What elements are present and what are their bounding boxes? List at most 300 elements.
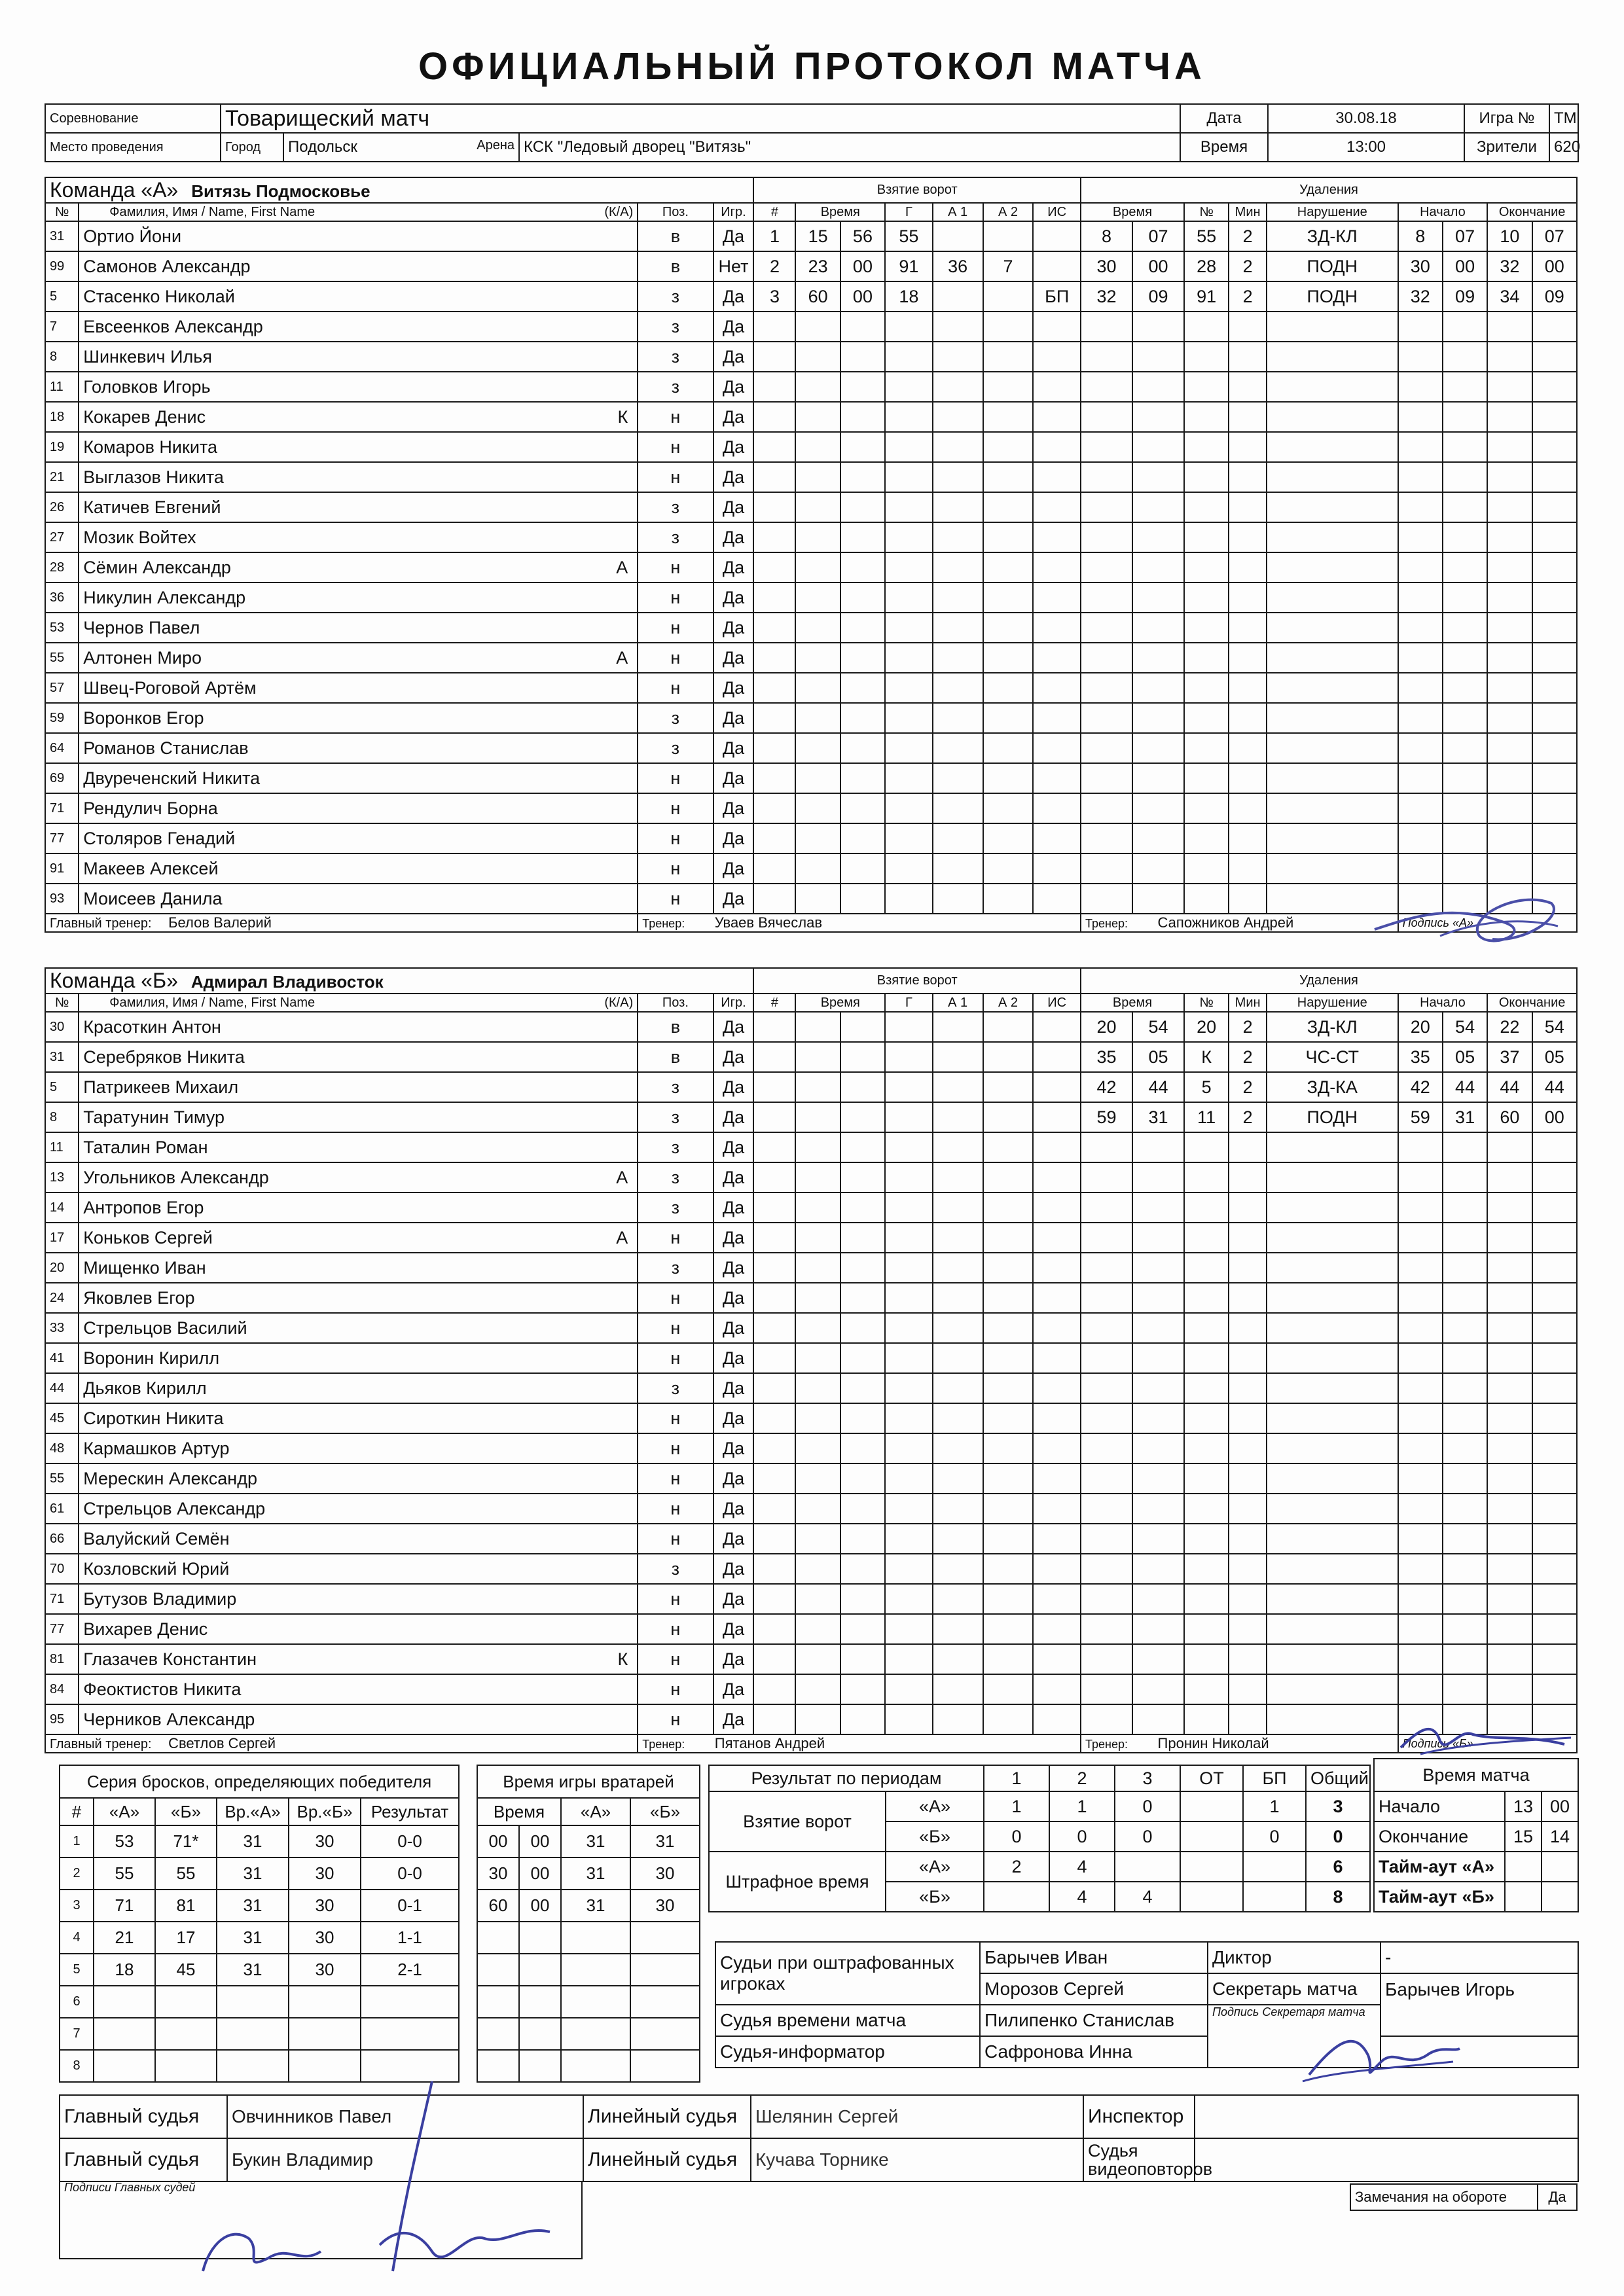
shootout-cell: 45 — [155, 1954, 217, 1986]
team-b-player-row — [45, 1283, 1577, 1313]
penalty-minutes: 2 — [1229, 1102, 1267, 1132]
goal-situation — [1033, 1042, 1081, 1072]
goal-assist-1 — [933, 1403, 983, 1433]
player-name: Головков Игорь — [83, 376, 211, 397]
player-cell — [79, 251, 638, 281]
goal-minute: 23 — [795, 251, 840, 281]
team-a-player-row — [45, 793, 1577, 823]
team-b-team-label: Команда «Б» — [50, 969, 178, 992]
goal-minute: 60 — [795, 281, 840, 312]
col-assist-2: А 2 — [983, 203, 1034, 221]
goal-situation — [1033, 793, 1081, 823]
periods-pim-cell: 2 — [984, 1852, 1049, 1882]
player-cell — [79, 884, 638, 914]
penalty-minutes — [1229, 703, 1267, 733]
player-played: Да — [713, 312, 754, 342]
penalty-start-minute — [1398, 1584, 1443, 1614]
penalty-offense — [1267, 462, 1398, 492]
player-played: Нет — [713, 251, 754, 281]
penalty-offense — [1267, 1644, 1398, 1674]
player-position: в — [638, 221, 713, 251]
player-number: 28 — [45, 552, 79, 583]
goal-situation — [1033, 1283, 1081, 1313]
goal-second — [840, 853, 885, 884]
penalty-start-second — [1443, 793, 1487, 823]
player-position: н — [638, 1463, 713, 1494]
col-goal-number: # — [753, 203, 795, 221]
goal-second — [840, 522, 885, 552]
penalty-second — [1132, 1674, 1184, 1704]
penalty-offense — [1267, 372, 1398, 402]
goal-assist-1 — [933, 763, 983, 793]
goal-assist-1 — [933, 1012, 983, 1042]
player-name: Ортио Йони — [83, 226, 182, 246]
timekeeper-value: Пилипенко Станислав — [980, 2005, 1208, 2036]
goal-assist-2 — [983, 1403, 1034, 1433]
penalty-player: 55 — [1184, 221, 1229, 251]
player-number: 41 — [45, 1343, 79, 1373]
penalty-minute: 59 — [1081, 1102, 1132, 1132]
player-number: 69 — [45, 763, 79, 793]
player-played: Да — [713, 552, 754, 583]
player-cell — [79, 1433, 638, 1463]
penalty-end-second — [1532, 1674, 1577, 1704]
col-penalty-minutes: Мин — [1229, 994, 1267, 1012]
goal-situation — [1033, 1373, 1081, 1403]
penalty-start-second — [1443, 703, 1487, 733]
periods-pim-cell: 8 — [1306, 1882, 1370, 1912]
player-position: н — [638, 1313, 713, 1343]
player-played: Да — [713, 1463, 754, 1494]
goal-number — [753, 402, 795, 432]
periods-pim-cell — [1180, 1882, 1243, 1912]
goal-number — [753, 1403, 795, 1433]
penalty-player — [1184, 1283, 1229, 1313]
col-goal-situation: ИС — [1033, 203, 1081, 221]
goalie-time-second — [519, 1954, 561, 1986]
col-goal-situation: ИС — [1033, 994, 1081, 1012]
goal-scorer — [885, 1584, 933, 1614]
penalty-player: 91 — [1184, 281, 1229, 312]
penalty-offense — [1267, 522, 1398, 552]
goal-minute — [795, 1674, 840, 1704]
penalty-start-minute — [1398, 462, 1443, 492]
penalty-offense — [1267, 823, 1398, 853]
player-played: Да — [713, 1644, 754, 1674]
col-penalty-minutes: Мин — [1229, 203, 1267, 221]
goal-scorer — [885, 823, 933, 853]
goal-scorer — [885, 1614, 933, 1644]
player-played: Да — [713, 1704, 754, 1734]
penalty-start-minute — [1398, 1614, 1443, 1644]
penalty-minutes — [1229, 1433, 1267, 1463]
penalty-player — [1184, 613, 1229, 643]
penalty-offense — [1267, 1132, 1398, 1162]
goal-situation — [1033, 1223, 1081, 1253]
goal-number — [753, 703, 795, 733]
penalty-second — [1132, 372, 1184, 402]
player-cell — [79, 1674, 638, 1704]
penalty-start-second — [1443, 522, 1487, 552]
shootout-row — [60, 1986, 459, 2018]
goal-assist-2 — [983, 281, 1034, 312]
penalty-player — [1184, 1584, 1229, 1614]
penalty-end-second: 00 — [1532, 1102, 1577, 1132]
penalty-end-minute — [1487, 1253, 1532, 1283]
goal-minute — [795, 1042, 840, 1072]
goal-scorer — [885, 583, 933, 613]
penalty-second — [1132, 583, 1184, 613]
goal-second — [840, 1644, 885, 1674]
player-number: 11 — [45, 1132, 79, 1162]
penalty-end-minute — [1487, 1283, 1532, 1313]
shootout-cell: 2 — [60, 1857, 94, 1890]
penalty-start-second: 44 — [1443, 1072, 1487, 1102]
penalty-start-minute — [1398, 703, 1443, 733]
penalty-start-second — [1443, 823, 1487, 853]
penalty-player — [1184, 1674, 1229, 1704]
player-name: Евсеенков Александр — [83, 316, 263, 336]
referee-2-value: Букин Владимир — [227, 2138, 583, 2181]
penalty-start-minute — [1398, 1463, 1443, 1494]
player-cell — [79, 853, 638, 884]
col-penalty-player: № — [1184, 203, 1229, 221]
goal-number — [753, 522, 795, 552]
shootout-cell — [155, 2018, 217, 2050]
penalty-start-minute: 20 — [1398, 1012, 1443, 1042]
penalty-end-second — [1532, 703, 1577, 733]
periods-side: «А» — [886, 1791, 984, 1821]
player-number: 99 — [45, 251, 79, 281]
penalty-offense: ЗД-КЛ — [1267, 1012, 1398, 1042]
shootout-cell — [94, 1986, 155, 2018]
goal-situation — [1033, 1584, 1081, 1614]
penalty-offense — [1267, 1463, 1398, 1494]
player-position: н — [638, 673, 713, 703]
player-cell — [79, 1373, 638, 1403]
penalty-player — [1184, 432, 1229, 462]
goal-minute — [795, 884, 840, 914]
penalty-end-second — [1532, 1193, 1577, 1223]
team-b-player-row — [45, 1012, 1577, 1042]
player-name: Самонов Александр — [83, 256, 251, 276]
penalty-minutes — [1229, 1132, 1267, 1162]
player-cell — [79, 1132, 638, 1162]
goalie-time-row — [477, 2018, 700, 2050]
goal-situation — [1033, 613, 1081, 643]
goal-assist-2 — [983, 643, 1034, 673]
goal-scorer — [885, 1554, 933, 1584]
penalty-minute — [1081, 763, 1132, 793]
penalty-start-minute — [1398, 1674, 1443, 1704]
team-b-coach-1: Тренер: Пятанов Андрей — [638, 1734, 1081, 1753]
periods-goals-label: Взятие ворот — [709, 1791, 886, 1852]
penalty-minutes — [1229, 1193, 1267, 1223]
goal-assist-1 — [933, 1283, 983, 1313]
player-played: Да — [713, 1072, 754, 1102]
player-cell — [79, 733, 638, 763]
penalty-second — [1132, 793, 1184, 823]
penalty-end-second — [1532, 462, 1577, 492]
shootout-cell — [94, 2018, 155, 2050]
goal-situation — [1033, 1644, 1081, 1674]
periods-side: «Б» — [886, 1821, 984, 1852]
penalty-minutes — [1229, 643, 1267, 673]
penalty-minute — [1081, 1524, 1132, 1554]
penalty-minutes — [1229, 462, 1267, 492]
goal-minute — [795, 823, 840, 853]
goal-second — [840, 1313, 885, 1343]
goal-situation: БП — [1033, 281, 1081, 312]
player-cell — [79, 462, 638, 492]
player-number: 36 — [45, 583, 79, 613]
penalty-end-minute — [1487, 462, 1532, 492]
goal-number: 3 — [753, 281, 795, 312]
player-captain-mark: А — [616, 557, 628, 577]
penalty-end-minute — [1487, 372, 1532, 402]
player-name: Коньков Сергей — [83, 1227, 213, 1247]
goalie-time-minute — [477, 2018, 519, 2050]
team-a-player-row — [45, 432, 1577, 462]
player-captain-mark: А — [616, 1227, 628, 1247]
penalty-end-minute — [1487, 1373, 1532, 1403]
goal-scorer — [885, 1403, 933, 1433]
shootout-cell: 31 — [217, 1922, 289, 1954]
informer-value: Сафронова Инна — [980, 2036, 1208, 2068]
player-position: н — [638, 763, 713, 793]
goal-minute — [795, 613, 840, 643]
penalty-minute — [1081, 1373, 1132, 1403]
linesman-2-label: Линейный судья — [583, 2138, 751, 2181]
goal-situation — [1033, 1253, 1081, 1283]
penalty-end-minute — [1487, 793, 1532, 823]
player-position: з — [638, 1162, 713, 1193]
periods-pim-cell — [984, 1882, 1049, 1912]
penalty-start-minute — [1398, 613, 1443, 643]
goal-situation — [1033, 522, 1081, 552]
player-cell — [79, 1283, 638, 1313]
penalty-second — [1132, 522, 1184, 552]
penalty-minute — [1081, 1614, 1132, 1644]
penalty-second — [1132, 1614, 1184, 1644]
team-a-player-row — [45, 402, 1577, 432]
goalie-time-row — [477, 1986, 700, 2018]
player-cell — [79, 1072, 638, 1102]
penalty-player — [1184, 1403, 1229, 1433]
player-name: Воронин Кирилл — [83, 1348, 220, 1368]
penalty-start-second — [1443, 312, 1487, 342]
goal-assist-2 — [983, 1463, 1034, 1494]
penalty-start-second — [1443, 1614, 1487, 1644]
goal-minute — [795, 1403, 840, 1433]
player-cell — [79, 312, 638, 342]
linesman-1-value: Шелянин Сергей — [751, 2095, 1083, 2138]
player-name: Мищенко Иван — [83, 1257, 206, 1278]
penalty-end-second — [1532, 402, 1577, 432]
team-b-coach-2-name: Пронин Николай — [1157, 1735, 1269, 1751]
shootout-cell: 7 — [60, 2018, 94, 2050]
goal-assist-1: 36 — [933, 251, 983, 281]
penalty-player — [1184, 1132, 1229, 1162]
goal-number — [753, 1644, 795, 1674]
goal-number — [753, 1524, 795, 1554]
penalty-end-minute — [1487, 703, 1532, 733]
penalty-minutes — [1229, 1494, 1267, 1524]
penalty-second — [1132, 1494, 1184, 1524]
player-name: Феоктистов Никита — [83, 1679, 242, 1699]
remarks-table — [1350, 2183, 1578, 2211]
player-played: Да — [713, 1162, 754, 1193]
goal-number — [753, 1373, 795, 1403]
goal-number — [753, 763, 795, 793]
goalie-time-title: Время игры вратарей — [477, 1765, 700, 1798]
penalty-end-minute — [1487, 522, 1532, 552]
penalty-end-second — [1532, 1494, 1577, 1524]
goal-minute — [795, 1644, 840, 1674]
team-a-signature-label: Подпись «А» — [1398, 914, 1577, 932]
player-played: Да — [713, 1283, 754, 1313]
penalty-minutes — [1229, 1223, 1267, 1253]
goal-assist-1 — [933, 492, 983, 522]
penalty-minute — [1081, 462, 1132, 492]
player-name: Мозик Войтех — [83, 527, 196, 547]
player-position: з — [638, 281, 713, 312]
player-position: з — [638, 1072, 713, 1102]
goal-number — [753, 372, 795, 402]
goalie-time-row — [477, 1825, 700, 1857]
penalty-start-minute: 59 — [1398, 1102, 1443, 1132]
penalty-start-minute — [1398, 1132, 1443, 1162]
goal-assist-2 — [983, 1554, 1034, 1584]
team-a-player-row — [45, 251, 1577, 281]
penalty-minutes — [1229, 1283, 1267, 1313]
penalty-start-second: 09 — [1443, 281, 1487, 312]
col-position: Поз. — [638, 994, 713, 1012]
goal-minute — [795, 462, 840, 492]
goal-assist-1 — [933, 402, 983, 432]
penalty-end-minute — [1487, 763, 1532, 793]
penalty-second — [1132, 613, 1184, 643]
team-b-player-row — [45, 1132, 1577, 1162]
penalty-end-second — [1532, 1524, 1577, 1554]
goal-minute — [795, 1162, 840, 1193]
penalty-offense — [1267, 583, 1398, 613]
player-name: Таратунин Тимур — [83, 1107, 225, 1127]
penalty-end-second — [1532, 1403, 1577, 1433]
date-label: Дата — [1180, 104, 1268, 133]
penalty-start-minute — [1398, 673, 1443, 703]
goal-assist-2 — [983, 613, 1034, 643]
goal-number — [753, 1102, 795, 1132]
penalty-end-minute — [1487, 673, 1532, 703]
penalty-start-second — [1443, 492, 1487, 522]
penalty-minute — [1081, 432, 1132, 462]
player-played: Да — [713, 1614, 754, 1644]
penalty-minutes — [1229, 823, 1267, 853]
col-position: Поз. — [638, 203, 713, 221]
penalty-end-second — [1532, 1373, 1577, 1403]
player-position: н — [638, 1524, 713, 1554]
penalty-end-minute — [1487, 1674, 1532, 1704]
shootout-cell: 0-0 — [361, 1857, 459, 1890]
penalty-second: 31 — [1132, 1102, 1184, 1132]
penalty-start-second: 31 — [1443, 1102, 1487, 1132]
col-penalty-end: Окончание — [1487, 203, 1577, 221]
time-label: Время — [1180, 133, 1268, 162]
goal-number — [753, 823, 795, 853]
goal-scorer — [885, 522, 933, 552]
team-b-section — [45, 967, 1578, 1753]
penalty-minute — [1081, 1704, 1132, 1734]
player-name: Красоткин Антон — [83, 1016, 221, 1037]
goal-situation — [1033, 1162, 1081, 1193]
penalty-start-second — [1443, 1524, 1487, 1554]
team-b-player-row — [45, 1584, 1577, 1614]
goal-situation — [1033, 342, 1081, 372]
penalty-minute — [1081, 492, 1132, 522]
team-a-player-row — [45, 733, 1577, 763]
penalty-end-second — [1532, 342, 1577, 372]
player-cell — [79, 583, 638, 613]
team-a-team-header — [45, 177, 753, 203]
penalty-minutes — [1229, 613, 1267, 643]
goal-assist-2 — [983, 221, 1034, 251]
goalie-time-b — [630, 1954, 700, 1986]
shootout-title: Серия бросков, определяющих победителя — [60, 1765, 459, 1798]
team-b-player-row — [45, 1042, 1577, 1072]
goal-assist-2 — [983, 1704, 1034, 1734]
penalty-minute — [1081, 1253, 1132, 1283]
player-number: 18 — [45, 402, 79, 432]
penalty-end-second — [1532, 613, 1577, 643]
penalty-end-minute — [1487, 1343, 1532, 1373]
penalty-player — [1184, 1373, 1229, 1403]
game-label: Игра № — [1464, 104, 1549, 133]
penalty-player — [1184, 1343, 1229, 1373]
goal-minute — [795, 703, 840, 733]
penalty-second — [1132, 763, 1184, 793]
goal-second — [840, 1253, 885, 1283]
penalty-start-second — [1443, 372, 1487, 402]
timeout-b-label: Тайм-аут «Б» — [1374, 1882, 1505, 1912]
player-played: Да — [713, 492, 754, 522]
penalty-minutes — [1229, 733, 1267, 763]
goal-scorer — [885, 1494, 933, 1524]
shootout-header: Результат — [361, 1798, 459, 1825]
penalty-second — [1132, 402, 1184, 432]
penalty-end-minute — [1487, 432, 1532, 462]
shootout-cell: 1-1 — [361, 1922, 459, 1954]
team-a-player-row — [45, 492, 1577, 522]
team-b-player-row — [45, 1704, 1577, 1734]
penalty-start-minute — [1398, 733, 1443, 763]
team-b-player-row — [45, 1313, 1577, 1343]
goal-number — [753, 1433, 795, 1463]
player-name: Стасенко Николай — [83, 286, 235, 306]
goal-scorer — [885, 552, 933, 583]
team-a-head-coach-name: Белов Валерий — [168, 914, 272, 931]
shootout-header: Вр.«А» — [217, 1798, 289, 1825]
goal-scorer — [885, 1162, 933, 1193]
penalty-start-second — [1443, 583, 1487, 613]
team-a-player-row — [45, 522, 1577, 552]
goal-assist-1 — [933, 522, 983, 552]
time-value: 13:00 — [1268, 133, 1464, 162]
player-played: Да — [713, 643, 754, 673]
goal-assist-2 — [983, 1373, 1034, 1403]
goalie-time-second — [519, 2018, 561, 2050]
player-number: 55 — [45, 1463, 79, 1494]
